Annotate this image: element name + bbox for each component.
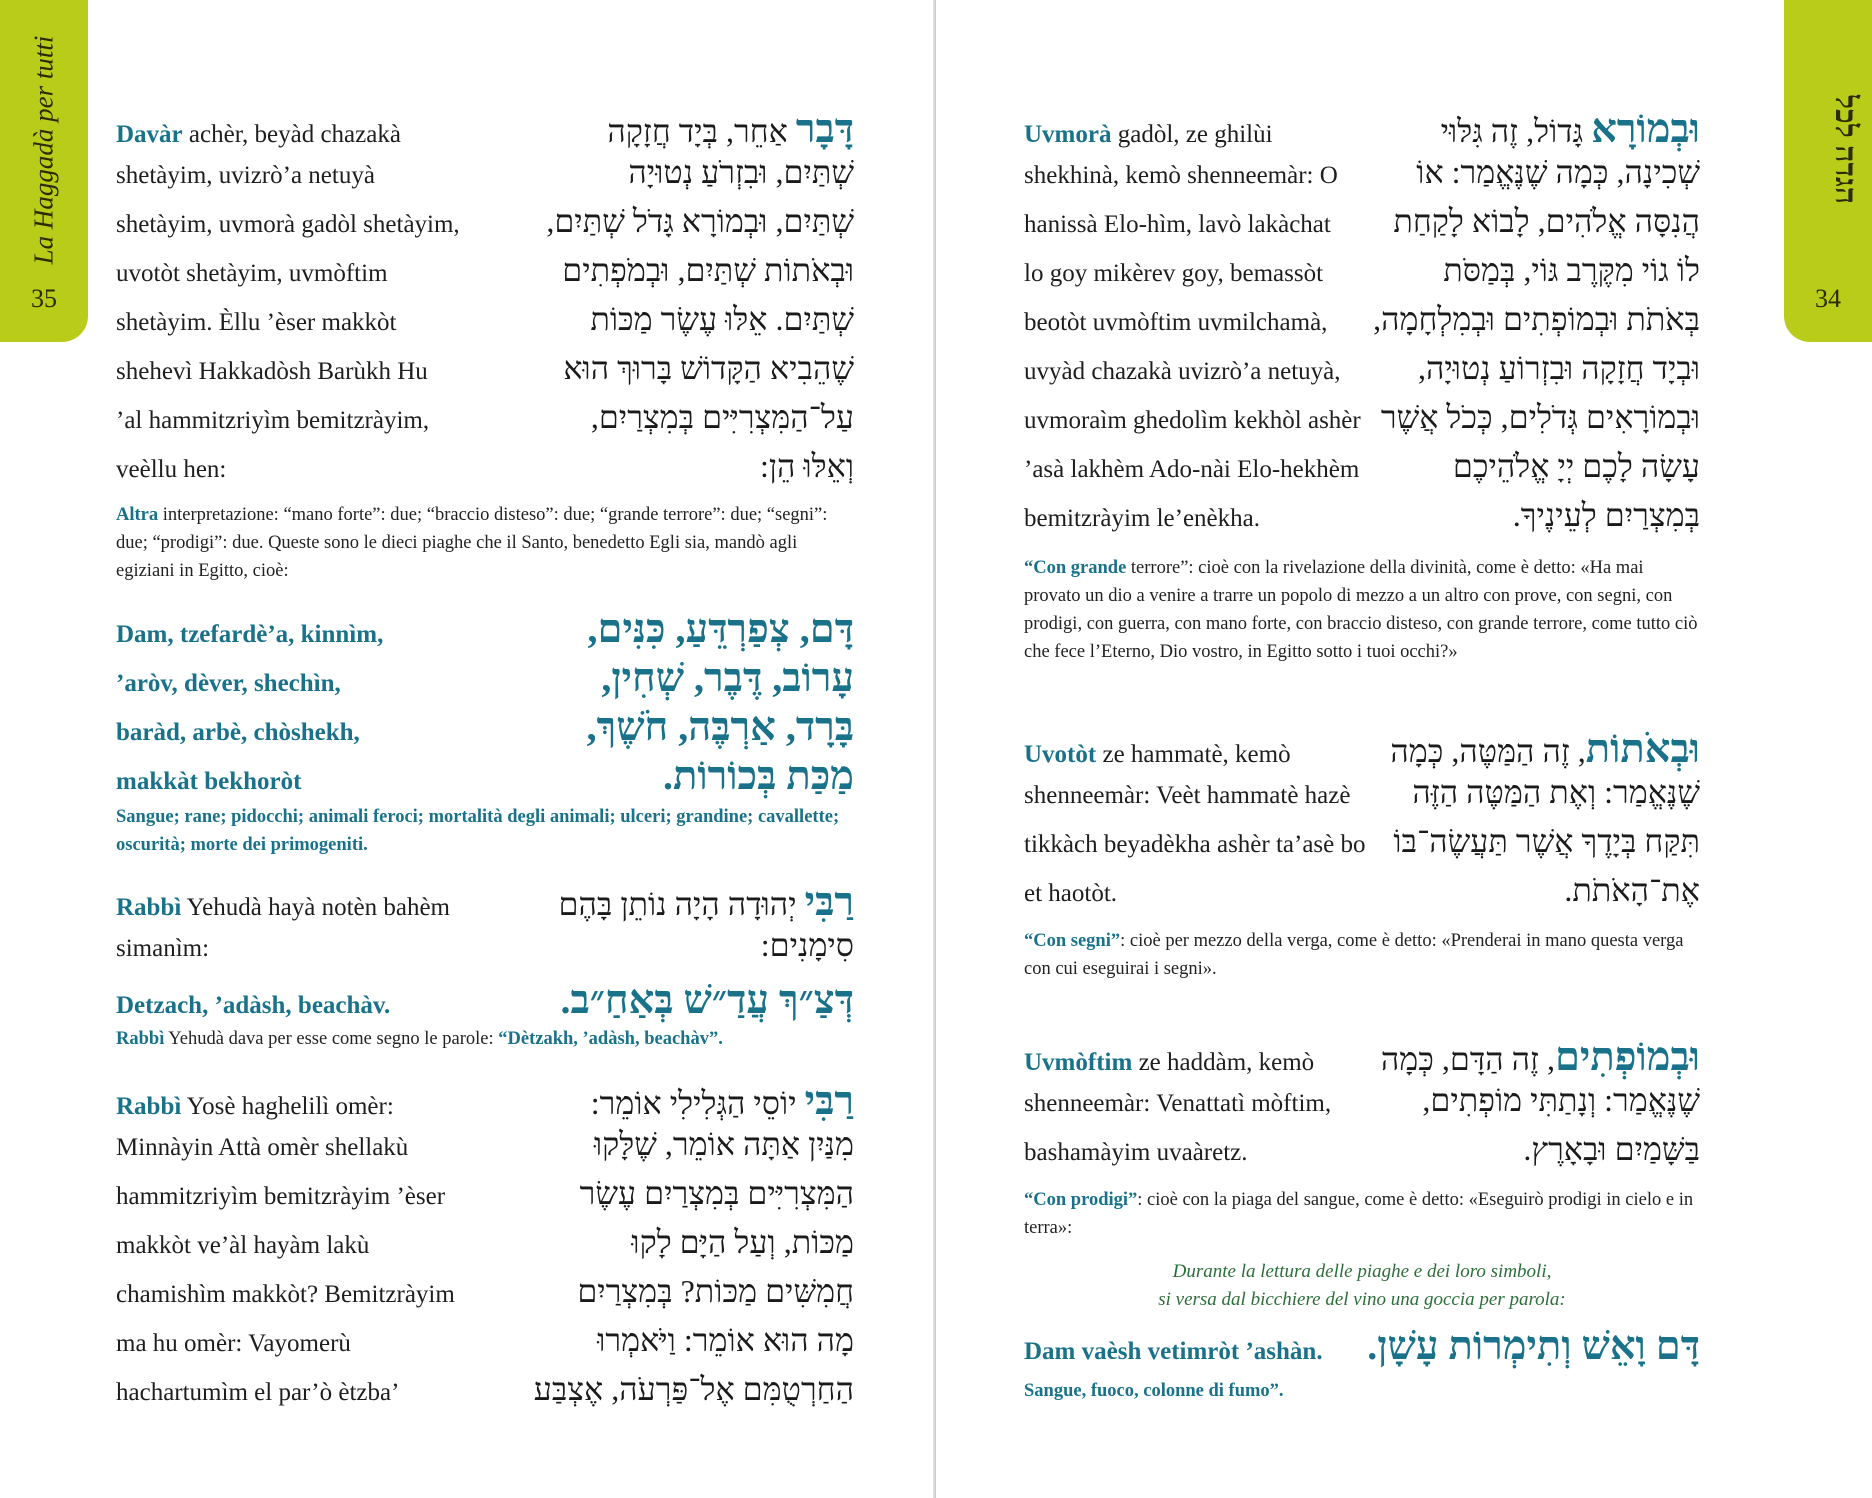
text-line: Rabbì Yehudà hayà notèn bahèm רַבִּי יְהוּדָה הָיָה נוֹתֵן בָּהֶם xyxy=(116,879,854,924)
text-line: ’al hammitzriyìm bemitzràyim, עַל־הַמִּצְרִיִּים בְּמִצְרַיִם, xyxy=(116,399,854,435)
text-line: hanissà Elo-hìm, lavò lakàchat הֲנִסָּה אֱלֹהִים, לָבוֹא לָקַחַת xyxy=(1024,203,1700,239)
text-line: chamishìm makkòt? Bemitzràyim חֲמִשִּׁים מַכּוֹת? בְּמִצְרַיִם xyxy=(116,1273,854,1309)
text-line: shenneemàr: Venattatì mòftim, שֶׁנֶּאֱמַר: וְנָתַתִּי מוֹפְתִים, xyxy=(1024,1082,1700,1118)
plague-line: baràd, arbè, chòshekh, בָּרָד, אַרְבֶּה, חֹשֶׁךְ, xyxy=(116,704,854,749)
text-line: beotòt uvmòftim uvmilchamà, בְּאֹתֹת וּבְמוֹפְתִים וּבְמִלְחָמָה, xyxy=(1024,301,1700,337)
section-dam-vaesh xyxy=(1024,1258,1700,1405)
text-line: lo goy mikèrev goy, bemassòt לוֹ גוֹי מִקֶּרֶב גּוֹי, בְּמַסֹּת xyxy=(1024,252,1700,288)
text-line: Uvmòftim ze haddàm, kemò וּבְמוֹפְתִים, זֶה הַדָּם, כְּמָה xyxy=(1024,1034,1700,1079)
plagues-translation: Sangue; rane; pidocchi; animali feroci; mortalità degli animali; ulceri; grandine; cavallette; oscurità; morte dei primogeniti. xyxy=(116,807,840,855)
text-line: simanìm: סִימָנִים: xyxy=(116,927,854,963)
text-line: shehevì Hakkadòsh Barùkh Hu שֶׁהֵבִיא הַקָּדוֹשׁ בָּרוּךְ הוּא xyxy=(116,350,854,386)
text-line: shetàyim. Èllu ’èser makkòt שְׁתַּיִם. אֵלּוּ עֶשֶׂר מַכּוֹת xyxy=(116,301,854,337)
mnemonic-line: Detzach, ’adàsh, beachàv. דְּצַ״ךְ עֲדַ״שׁ בְּאַחַ״ב. xyxy=(116,977,854,1022)
text-line: shenneemàr: Veèt hammatè hazè שֶׁנֶּאֱמַר: וְאֶת הַמַּטֶּה הַזֶּה xyxy=(1024,774,1700,810)
section-rabbi-yose xyxy=(116,1077,854,1420)
blood-fire-translation: Sangue, fuoco, colonne di fumo”. xyxy=(1024,1381,1284,1401)
text-line: Uvmorà gadòl, ze ghilùi וּבְמוֹרָא גָּדוֹל, זֶה גִּלּוּי xyxy=(1024,106,1700,151)
blood-fire-line: Dam vaèsh vetimròt ’ashàn. דָּם וָאֵשׁ וְתִימְרוֹת עָשָׁן. xyxy=(1024,1323,1700,1368)
translation-note: Rabbì Yehudà dava per esse come segno le parole: “Dètzakh, ’adàsh, beachàv”. xyxy=(116,1029,723,1049)
text-line: Rabbì Yosè haghelilì omèr: רַבִּי יוֹסֵי הַגְּלִילִי אוֹמֵר: xyxy=(116,1078,854,1123)
plague-line: Dam, tzefardè’a, kinnìm, דָּם, צְפַרְדֵּעַ, כִּנִּים, xyxy=(116,606,854,651)
page-number: 35 xyxy=(31,284,57,313)
page-tab xyxy=(0,0,88,342)
section-uvmoftim xyxy=(1024,1033,1700,1242)
text-line: shetàyim, uvizrò’a netuyà שְׁתַּיִם, וּבִזְרֹעַ נְטוּיָה xyxy=(116,154,854,190)
text-line: ’asà lakhèm Ado-nài Elo-hekhèm עָשָׂה לָכֶם יְיָ אֱלֹהֵיכֶם xyxy=(1024,448,1700,484)
text-line: makkòt ve’àl hayàm lakù מַכּוֹת, וְעַל הַיָּם לָקוּ xyxy=(116,1224,854,1260)
running-title: הגדה לכל xyxy=(1829,95,1862,205)
text-line: hammitzriyìm bemitzràyim ’èser הַמִּצְרִיִּים בְּמִצְרַיִם עֶשֶׂר xyxy=(116,1175,854,1211)
text-line: Uvotòt ze hammatè, kemò וּבְאֹתוֹת, זֶה הַמַּטֶּה, כְּמָה xyxy=(1024,726,1700,771)
page-number: 34 xyxy=(1815,284,1841,313)
running-title: La Haggadà per tutti xyxy=(28,35,59,265)
text-line: ma hu omèr: Vayomerù מָה הוּא אוֹמֵר: וַיֹּאמְרוּ xyxy=(116,1322,854,1358)
translation-note: “Con prodigi”: cioè con la piaga del sangue, come è detto: «Eseguirò prodigi in cielo e in terra»: xyxy=(1024,1190,1694,1238)
plague-line: makkàt bekhoròt מַכַּת בְּכוֹרוֹת. xyxy=(116,753,854,798)
text-line: uvyàd chazakà uvizrò’a netuyà, וּבְיָד חֲזָקָה וּבִזְרוֹעַ נְטוּיָה, xyxy=(1024,350,1700,386)
ritual-instruction: Durante la lettura delle piaghe e dei loro simboli, si versa dal bicchiere del vino una goccia per parola: xyxy=(1158,1261,1566,1310)
text-line: hachartumìm el par’ò ètzba’ הַחַרְטֻמִּם אֶל־פַּרְעֹה, אֶצְבַּע xyxy=(116,1371,854,1407)
text-line: shetàyim, uvmorà gadòl shetàyim, שְׁתַּיִם, וּבְמוֹרָא גָּדֹל שְׁתַּיִם, xyxy=(116,203,854,239)
section-rabbi-yehuda xyxy=(116,878,854,1053)
text-line: Davàr achèr, beyàd chazakà דָּבָר אַחֵר, בְּיָד חֲזָקָה xyxy=(116,106,854,151)
section-plagues xyxy=(116,605,854,859)
text-line: et haotòt. אֶת־הָאֹתֹת. xyxy=(1024,872,1700,908)
text-line: Minnàyin Attà omèr shellakù מִנַּיִן אַתָּה אוֹמֵר, שֶׁלָּקוּ xyxy=(116,1126,854,1162)
text-line: shekhinà, kemò shenneemàr: O שְׁכִינָה, כְּמָה שֶׁנֶּאֱמַר: אוֹ xyxy=(1024,154,1700,190)
page-tab xyxy=(1784,0,1872,342)
text-line: tikkàch beyadèkha ashèr ta’asè bo תִּקַּח בְּיָדֶךָ אֲשֶׁר תַּעֲשֶׂה־בּוֹ xyxy=(1024,823,1700,859)
translation-note: “Con grande terrore”: cioè con la rivelazione della divinità, come è detto: «Ha mai provato un dio a venire a trarre un popolo di mezzo a un altro con prove, con segni, con prodigi, con guerra, con mano forte, con braccio disteso, con grande terrore, come tutto ciò che fece l’Eterno, Dio vostro, in Egitto sotto i tuoi occhi?» xyxy=(1024,558,1698,662)
translation-note: “Con segni”: cioè per mezzo della verga, come è detto: «Prenderai in mano questa verga con cui eseguirai i segni». xyxy=(1024,931,1684,979)
text-line: bashamàyim uvaàretz. בַּשָּׁמַיִם וּבָאָרֶץ. xyxy=(1024,1131,1700,1167)
section-uvotot xyxy=(1024,725,1700,983)
right-page xyxy=(936,0,1872,1498)
section-uvmora xyxy=(1024,105,1700,666)
section-davar-acher xyxy=(116,105,854,585)
text-line: uvmoraìm ghedolìm kekhòl ashèr וּבְמוֹרָאִים גְּדֹלִים, כְּכֹל אֲשֶׁר xyxy=(1024,399,1700,435)
plague-line: ’aròv, dèver, shechìn, עָרוֹב, דֶּבֶר, שְׁחִין, xyxy=(116,655,854,700)
translation-note: Altra interpretazione: “mano forte”: due; “braccio disteso”: due; “grande terrore”: due; “segni”: due; “prodigi”: due. Queste sono le dieci piaghe che il Santo, benedetto Egli sia, mandò agli egiziani in Egitto, cioè: xyxy=(116,505,828,581)
text-line: uvotòt shetàyim, uvmòftim וּבְאֹתוֹת שְׁתַּיִם, וּבְמֹפְתִים xyxy=(116,252,854,288)
text-line: veèllu hen: וְאֵלּוּ הֵן: xyxy=(116,448,854,484)
text-line: bemitzràyim le’enèkha. בְּמִצְרַיִם לְעֵינֶיךָ. xyxy=(1024,497,1700,533)
